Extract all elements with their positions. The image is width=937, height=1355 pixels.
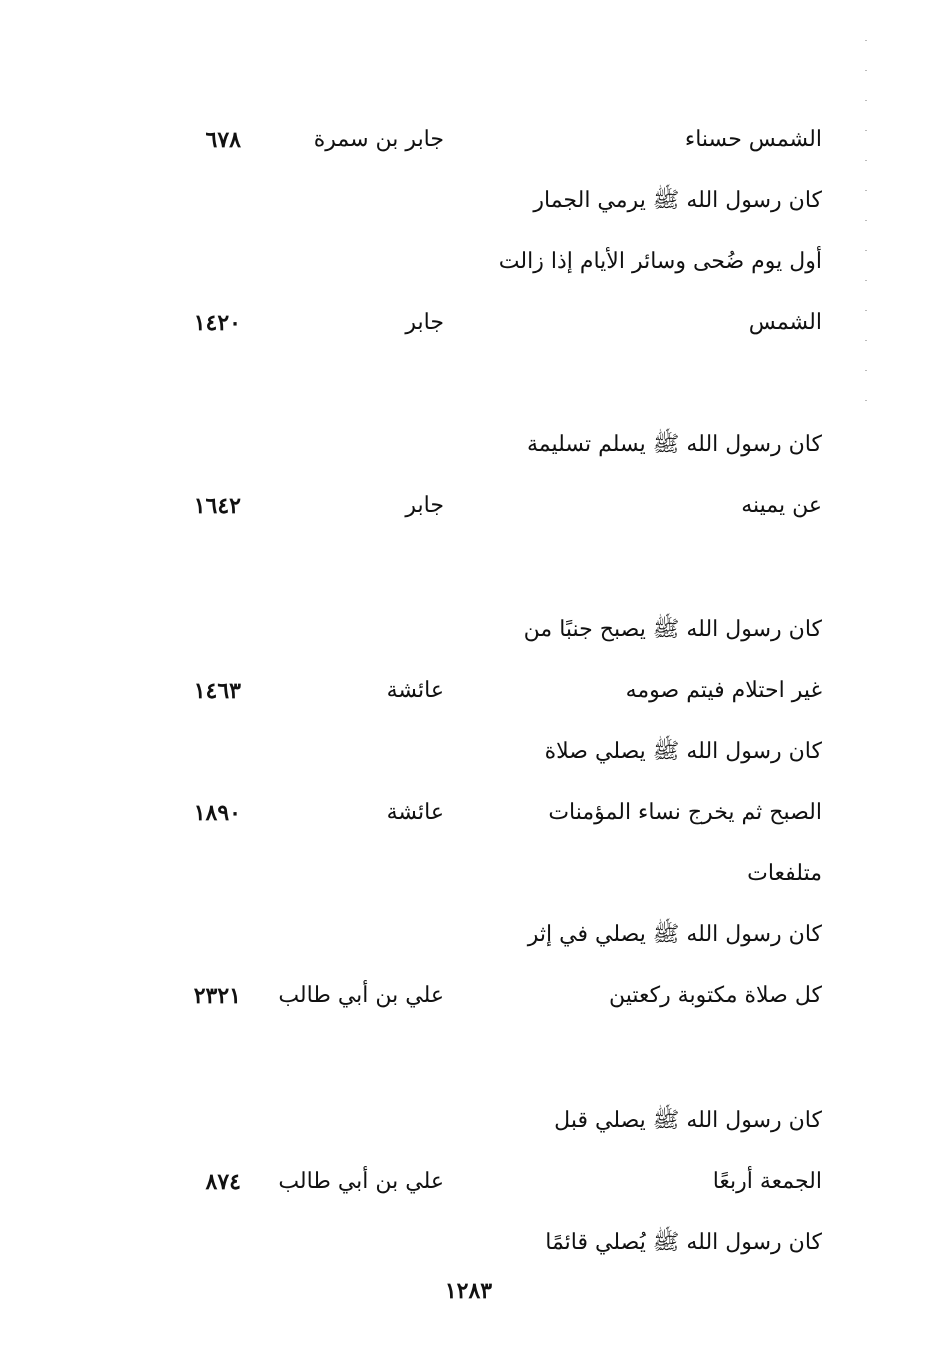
narrator-name: علي بن أبي طالب bbox=[278, 983, 444, 1008]
hadith-number: ١٤٦٣ bbox=[193, 678, 241, 704]
hadith-row bbox=[0, 486, 937, 526]
hadith-number: ٦٧٨ bbox=[205, 127, 241, 153]
hadith-text: الشمس bbox=[748, 310, 822, 335]
hadith-row bbox=[0, 671, 937, 711]
hadith-text: كان رسول الله ﷺ يُصلي قائمًا bbox=[545, 1230, 822, 1255]
hadith-number: ١٨٩٠ bbox=[193, 800, 241, 826]
hadith-row bbox=[0, 1162, 937, 1202]
hadith-row bbox=[0, 793, 937, 833]
narrator-name: علي بن أبي طالب bbox=[278, 1169, 444, 1194]
hadith-number: ١٦٤٢ bbox=[193, 493, 241, 519]
hadith-text: عن يمينه bbox=[741, 493, 822, 518]
hadith-row bbox=[0, 915, 937, 955]
hadith-text: أول يوم ضُحى وسائر الأيام إذا زالت bbox=[498, 249, 822, 274]
hadith-text: متلفعات bbox=[747, 861, 822, 886]
hadith-row bbox=[0, 854, 937, 894]
narrator-name: عائشة bbox=[386, 678, 444, 703]
narrator-name: جابر bbox=[405, 310, 444, 335]
hadith-row bbox=[0, 303, 937, 343]
narrator-name: جابر bbox=[405, 493, 444, 518]
hadith-row bbox=[0, 242, 937, 282]
narrator-name: جابر بن سمرة bbox=[313, 127, 444, 152]
hadith-text: كل صلاة مكتوبة ركعتين bbox=[608, 983, 822, 1008]
hadith-text: الشمس حسناء bbox=[684, 127, 822, 152]
hadith-text: كان رسول الله ﷺ يرمي الجمار bbox=[533, 188, 822, 213]
hadith-row bbox=[0, 181, 937, 221]
hadith-text: غير احتلام فيتم صومه bbox=[625, 678, 822, 703]
hadith-text: كان رسول الله ﷺ يصلي صلاة bbox=[544, 739, 822, 764]
hadith-text: الجمعة أربعًا bbox=[712, 1169, 822, 1194]
hadith-row bbox=[0, 610, 937, 650]
hadith-text: كان رسول الله ﷺ يسلم تسليمة bbox=[526, 432, 822, 457]
hadith-text: الصبح ثم يخرج نساء المؤمنات bbox=[548, 800, 822, 825]
hadith-row bbox=[0, 120, 937, 160]
hadith-number: ٢٣٢١ bbox=[193, 983, 241, 1009]
page-number: ١٢٨٣ bbox=[444, 1278, 493, 1304]
narrator-name: عائشة bbox=[386, 800, 444, 825]
hadith-row bbox=[0, 976, 937, 1016]
hadith-row bbox=[0, 1101, 937, 1141]
hadith-number: ٨٧٤ bbox=[205, 1169, 241, 1195]
hadith-text: كان رسول الله ﷺ يصلي في إثر bbox=[527, 922, 822, 947]
hadith-number: ١٤٢٠ bbox=[193, 310, 241, 336]
hadith-row bbox=[0, 1223, 937, 1263]
hadith-text: كان رسول الله ﷺ يصلي قبل bbox=[554, 1108, 822, 1133]
hadith-row bbox=[0, 732, 937, 772]
margin-dots bbox=[865, 40, 867, 420]
hadith-text: كان رسول الله ﷺ يصبح جنبًا من bbox=[523, 617, 822, 642]
hadith-row bbox=[0, 425, 937, 465]
